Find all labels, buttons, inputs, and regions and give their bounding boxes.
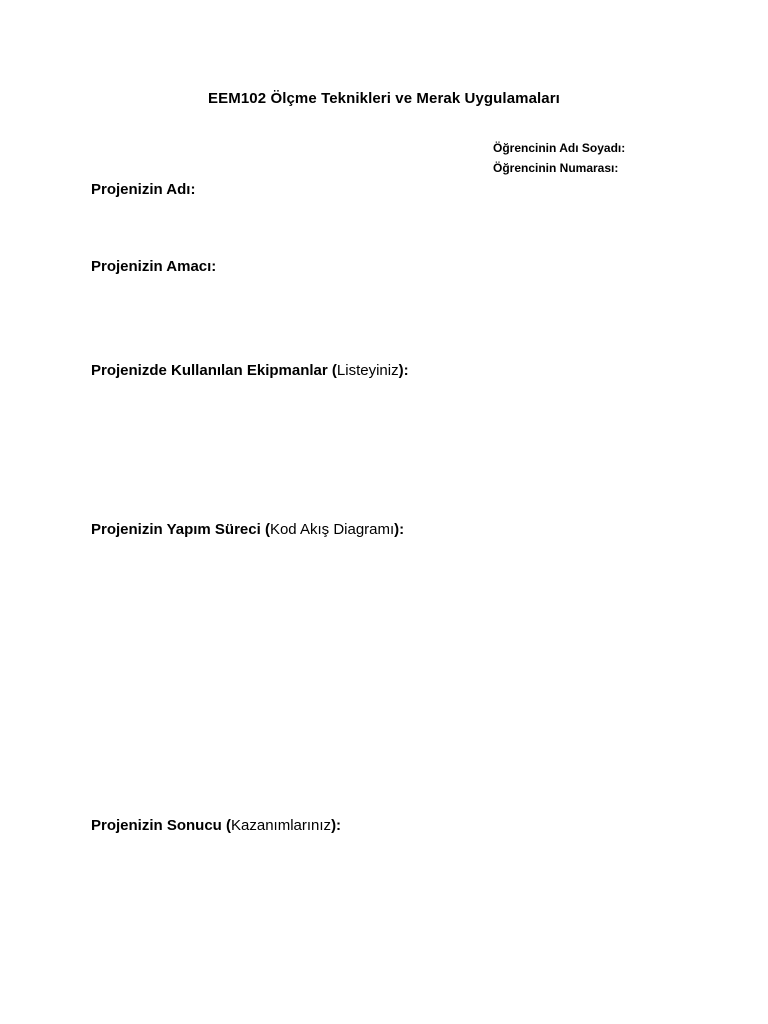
- result-suffix: ):: [331, 817, 342, 834]
- project-purpose-label: Projenizin Amacı:: [91, 258, 217, 275]
- result-label: Projenizin Sonucu (: [91, 817, 232, 834]
- equipment-label: Projenizde Kullanılan Ekipmanlar (: [91, 362, 337, 379]
- equipment-heading: [91, 362, 409, 379]
- project-purpose-heading: [91, 258, 216, 275]
- process-heading: [91, 521, 404, 538]
- project-name-heading: [91, 181, 195, 198]
- process-note: Kod Akış Diagramı: [269, 521, 395, 538]
- process-suffix: ):: [394, 521, 405, 538]
- result-heading: [91, 817, 341, 834]
- process-label: Projenizin Yapım Süreci (: [91, 521, 270, 538]
- student-name-label: Öğrencinin Adı Soyadı:: [493, 141, 626, 155]
- student-info: [493, 138, 625, 178]
- student-number-label: Öğrencinin Numarası:: [493, 161, 619, 175]
- project-name-label: Projenizin Adı:: [91, 181, 196, 198]
- equipment-note: Listeyiniz: [336, 362, 399, 379]
- result-note: Kazanımlarınız: [231, 817, 332, 834]
- document-title: EEM102 Ölçme Teknikleri ve Merak Uygulamaları: [208, 90, 560, 107]
- equipment-suffix: ):: [398, 362, 409, 379]
